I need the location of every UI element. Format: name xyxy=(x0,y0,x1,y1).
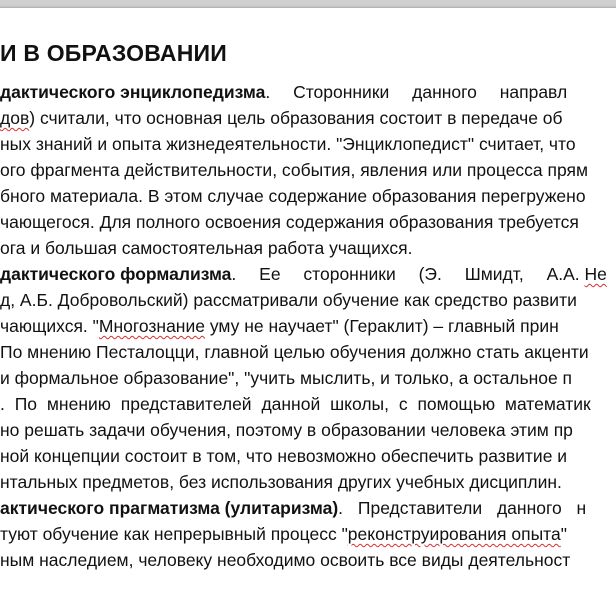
paragraph-1-line-1 xyxy=(0,80,567,104)
misspelled-word: Не xyxy=(584,264,607,284)
paragraph-2-line-9: нтальных предметов, без использования других учебных дисциплин. xyxy=(0,472,562,492)
misspelled-word: дов xyxy=(0,108,30,128)
paragraph-1-line-5: бного материала. В этом случае содержание образования перегружено xyxy=(0,186,586,206)
document-page[interactable] xyxy=(0,8,616,616)
paragraph-3-line-1 xyxy=(0,496,586,520)
paragraph-2-line-7: но решать задачи обучения, поэтому в образовании человека этим пр xyxy=(0,420,573,440)
text-run: . Ее сторонники (Э. Шмидт, А.А. xyxy=(231,264,580,284)
paragraph-1-line-6: чающегося. Для полного освоения содержания образования требуется xyxy=(0,212,579,232)
paragraph-2-line-3 xyxy=(0,314,559,338)
text-run: уму не научает" (Гераклит) – главный прин xyxy=(204,316,559,336)
term-encyclopedism: дактического энциклопедизма xyxy=(0,82,266,102)
paragraph-1-line-2 xyxy=(0,106,563,130)
paragraph-2-line-8: ной концепции состоит в том, что невозможно обеспечить развитие и xyxy=(0,446,568,466)
text-run: . Представители данного н xyxy=(338,498,587,518)
paragraph-1-line-4: ого фрагмента действительности, события, явления или процесса прям xyxy=(0,160,589,180)
misspelled-word: реконструирования опыта xyxy=(347,524,561,544)
text-run: туют обучение как непрерывный процесс " xyxy=(0,524,348,544)
paragraph-1-line-3: ных знаний и опыта жизнедеятельности. "Энциклопедист" считает, что xyxy=(0,134,576,154)
paragraph-3-line-2 xyxy=(0,522,567,546)
term-formalism: дактического формализма xyxy=(0,264,232,284)
term-pragmatism: актического прагматизма (улитаризма) xyxy=(0,498,339,518)
paragraph-1-line-7: ога и большая самостоятельная работа учащихся. xyxy=(0,238,413,258)
paragraph-3-line-3: ным наследием, человеку необходимо освоить все виды деятельност xyxy=(0,550,571,570)
text-run: " xyxy=(560,524,567,544)
text-run: чающихся. " xyxy=(0,316,99,336)
text-run: ) считали, что основная цель образования состоит в передаче об xyxy=(29,108,563,128)
paragraph-2-line-5: и формальное образование", "учить мыслить, и только, а остальное п xyxy=(0,368,573,388)
misspelled-word: Многознание xyxy=(98,316,205,336)
paragraph-2-line-6: . По мнению представителей данной школы, с помощью математик xyxy=(0,394,591,414)
paragraph-2-line-1 xyxy=(0,262,607,286)
paragraph-2-line-2: д, А.Б. Добровольский) рассматривали обучение как средство развити xyxy=(0,290,577,310)
paragraph-2-line-4: По мнению Песталоцци, главной целью обучения должно стать акценти xyxy=(0,342,589,362)
text-run: . Сторонники данного направл xyxy=(265,82,568,102)
section-heading: И В ОБРАЗОВАНИИ xyxy=(0,40,228,66)
